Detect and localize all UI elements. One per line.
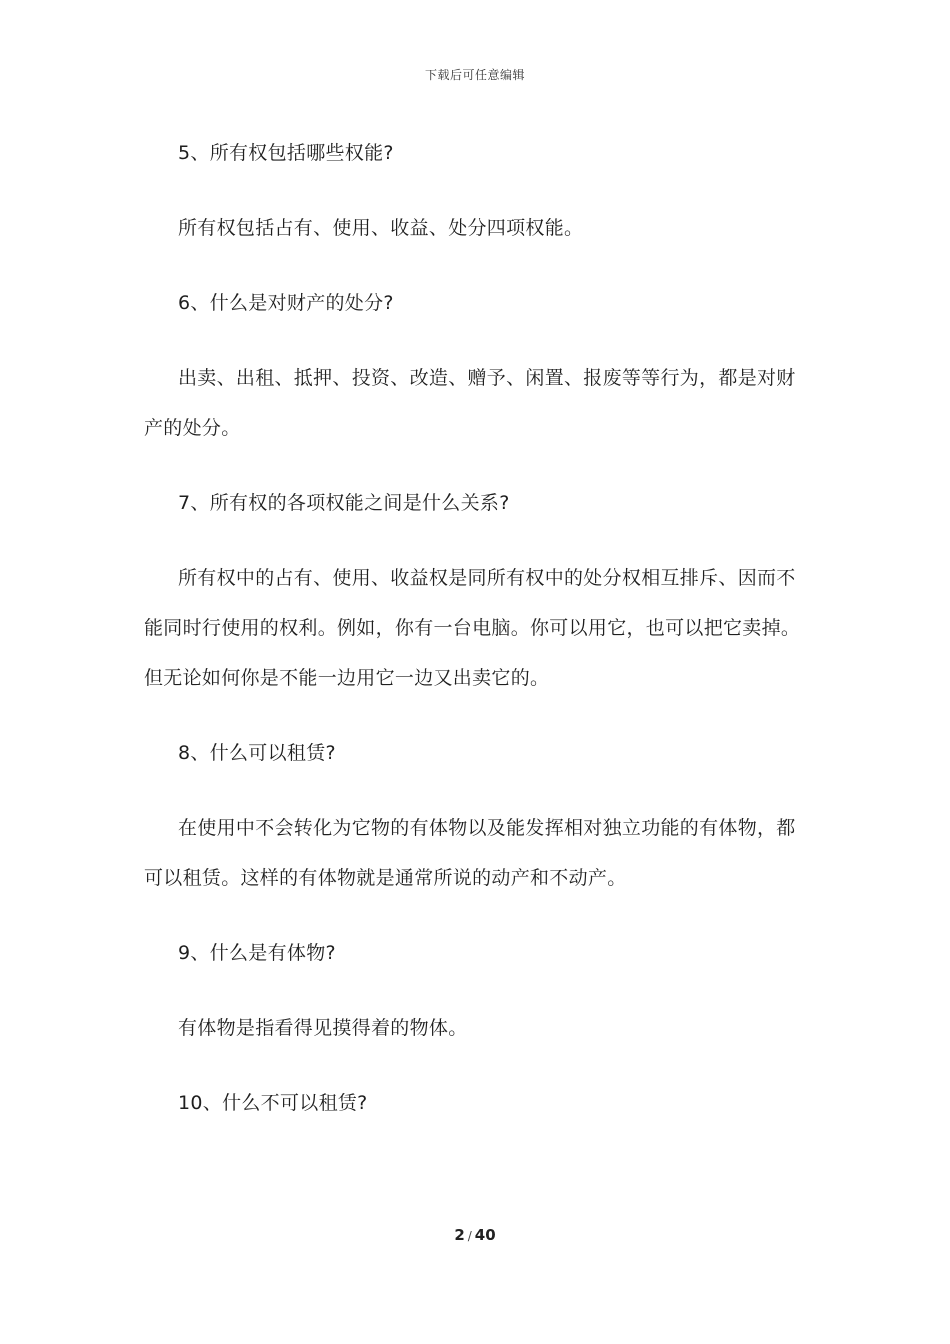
page-header: 下载后可任意编辑 bbox=[424, 68, 525, 82]
question-9: 9、什么是有体物? bbox=[178, 942, 336, 964]
page-separator: / bbox=[467, 1229, 472, 1243]
question-5: 5、所有权包括哪些权能? bbox=[178, 142, 394, 164]
answer-8: 在使用中不会转化为它物的有体物以及能发挥相对独立功能的有体物，都可以租赁。这样的有体物就是通常所说的动产和不动产。 bbox=[144, 817, 796, 889]
answer-7: 所有权中的占有、使用、收益权是同所有权中的处分权相互排斥、因而不能同时行使用的权利。例如，你有一台电脑。你可以用它，也可以把它卖掉。但无论如何你是不能一边用它一边又出卖它的。 bbox=[144, 567, 801, 689]
question-6: 6、什么是对财产的处分? bbox=[178, 292, 394, 314]
answer-6: 出卖、出租、抵押、投资、改造、赠予、闲置、报废等等行为，都是对财产的处分。 bbox=[144, 367, 796, 439]
document-body bbox=[144, 128, 808, 1128]
question-10: 10、什么不可以租赁? bbox=[178, 1092, 368, 1114]
answer-5: 所有权包括占有、使用、收益、处分四项权能。 bbox=[178, 217, 584, 239]
current-page: 2 bbox=[454, 1226, 465, 1244]
total-pages: 40 bbox=[474, 1226, 496, 1244]
answer-9: 有体物是指看得见摸得着的物体。 bbox=[178, 1017, 468, 1039]
question-8: 8、什么可以租赁? bbox=[178, 742, 336, 764]
question-7: 7、所有权的各项权能之间是什么关系? bbox=[178, 492, 510, 514]
page-number bbox=[0, 1226, 950, 1244]
